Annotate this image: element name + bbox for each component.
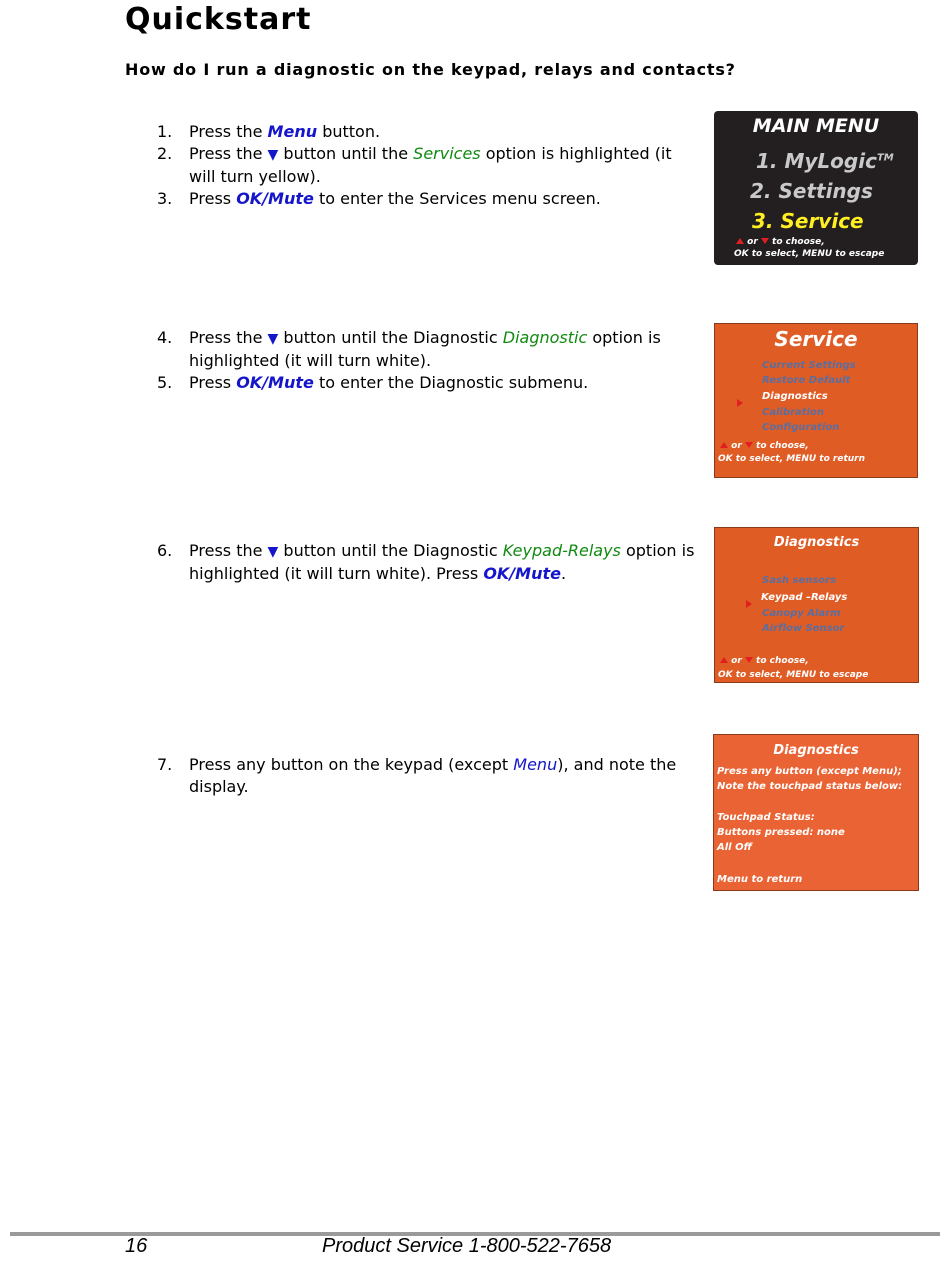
- steps-group-3: [157, 540, 702, 585]
- screen-hint-1: or to choose,: [720, 441, 809, 451]
- trademark-mark: TM: [876, 152, 894, 164]
- steps-group-1: [157, 121, 702, 210]
- step-number: 2.: [157, 144, 173, 163]
- menu-item-service: 3. Service: [752, 209, 864, 233]
- services-keyword: Services: [413, 144, 481, 163]
- service-screen: [714, 323, 918, 478]
- step-text: Press the ▼ button until the Diagnostic Diagnostic option is highlighted (it will turn white).: [189, 328, 661, 370]
- step-number: 7.: [157, 755, 173, 774]
- down-arrow-icon: ▼: [267, 544, 279, 560]
- diagnostic-keyword: Diagnostic: [502, 328, 588, 347]
- steps-group-4: [157, 754, 702, 798]
- status-line-6: Menu to return: [717, 874, 803, 885]
- step-number: 6.: [157, 541, 173, 560]
- ok-mute-keyword: OK/Mute: [236, 373, 314, 392]
- step-text: Press the ▼ button until the Services option is highlighted (it will turn yellow).: [189, 144, 672, 186]
- status-line-5: All Off: [717, 842, 752, 853]
- up-arrow-icon: [720, 442, 728, 448]
- menu-keyword: Menu: [267, 122, 318, 141]
- step-number: 5.: [157, 373, 173, 392]
- step-number: 1.: [157, 122, 173, 141]
- main-menu-screen: [714, 111, 918, 265]
- down-arrow-icon: [761, 238, 769, 244]
- step-5: [157, 372, 702, 394]
- down-arrow-icon: ▼: [267, 331, 279, 347]
- step-3: [157, 188, 702, 210]
- footer-text: Product Service 1-800-522-7658: [322, 1235, 612, 1257]
- selection-pointer-icon: [737, 392, 743, 411]
- screen-title: Service: [774, 327, 858, 351]
- step-text: Press any button on the keypad (except Menu), and note the display.: [189, 755, 677, 796]
- step-text: Press OK/Mute to enter the Diagnostic submenu.: [189, 373, 589, 392]
- screen-hint-1: or to choose,: [720, 656, 809, 666]
- menu-item-keypad-relays: Keypad –Relays: [761, 592, 848, 603]
- step-number: 4.: [157, 328, 173, 347]
- menu-item-restore-default: Restore Default: [762, 375, 851, 386]
- status-line-4: Buttons pressed: none: [717, 827, 845, 838]
- screen-hint-2: OK to select, MENU to escape: [718, 670, 869, 680]
- ok-mute-keyword: OK/Mute: [236, 189, 314, 208]
- step-4: [157, 327, 702, 372]
- menu-item-airflow-sensor: Airflow Sensor: [762, 623, 845, 634]
- down-arrow-icon: ▼: [267, 147, 279, 163]
- step-number: 3.: [157, 189, 173, 208]
- menu-item-current-settings: Current Settings: [762, 360, 856, 371]
- page-number: 16: [125, 1235, 148, 1257]
- menu-item-diagnostics: Diagnostics: [762, 391, 828, 402]
- menu-item-canopy-alarm: Canopy Alarm: [762, 608, 841, 619]
- menu-item-calibration: Calibration: [762, 407, 824, 418]
- up-arrow-icon: [736, 238, 744, 244]
- selection-pointer-icon: [746, 593, 752, 612]
- menu-item-configuration: Configuration: [762, 422, 840, 433]
- step-7: [157, 754, 702, 798]
- page-title: Quickstart: [125, 2, 312, 37]
- step-text: Press the ▼ button until the Diagnostic Keypad-Relays option is highlighted (it will turn white). Press OK/Mute.: [189, 541, 695, 583]
- step-text: Press OK/Mute to enter the Services menu screen.: [189, 189, 601, 208]
- status-line-3: Touchpad Status:: [717, 812, 815, 823]
- menu-item-mylogic: 1. MyLogic™: [756, 149, 894, 173]
- screen-hint-1: or to choose,: [736, 237, 825, 247]
- keypad-status-screen: [713, 734, 919, 891]
- steps-group-2: [157, 327, 702, 394]
- status-line-1: Press any button (except Menu);: [717, 766, 902, 777]
- menu-keyword: Menu: [513, 755, 558, 774]
- screen-hint-2: OK to select, MENU to return: [718, 454, 866, 464]
- screen-title: Diagnostics: [773, 535, 860, 550]
- screen-title: Diagnostics: [773, 743, 859, 758]
- keypad-relays-keyword: Keypad-Relays: [502, 541, 621, 560]
- up-arrow-icon: [720, 657, 728, 663]
- step-text: Press the Menu button.: [189, 122, 381, 141]
- down-arrow-icon: [745, 442, 753, 448]
- ok-mute-keyword: OK/Mute: [483, 564, 561, 583]
- screen-title: MAIN MENU: [752, 115, 880, 137]
- diagnostics-screen: [714, 527, 919, 683]
- screen-hint-2: OK to select, MENU to escape: [734, 249, 885, 259]
- page-subtitle: How do I run a diagnostic on the keypad, relays and contacts?: [125, 60, 736, 79]
- status-line-2: Note the touchpad status below:: [717, 781, 903, 792]
- step-1: [157, 121, 702, 143]
- down-arrow-icon: [745, 657, 753, 663]
- menu-item-settings: 2. Settings: [750, 179, 873, 203]
- step-6: [157, 540, 702, 585]
- menu-item-sash-sensors: Sash sensors: [762, 575, 837, 586]
- step-2: [157, 143, 702, 188]
